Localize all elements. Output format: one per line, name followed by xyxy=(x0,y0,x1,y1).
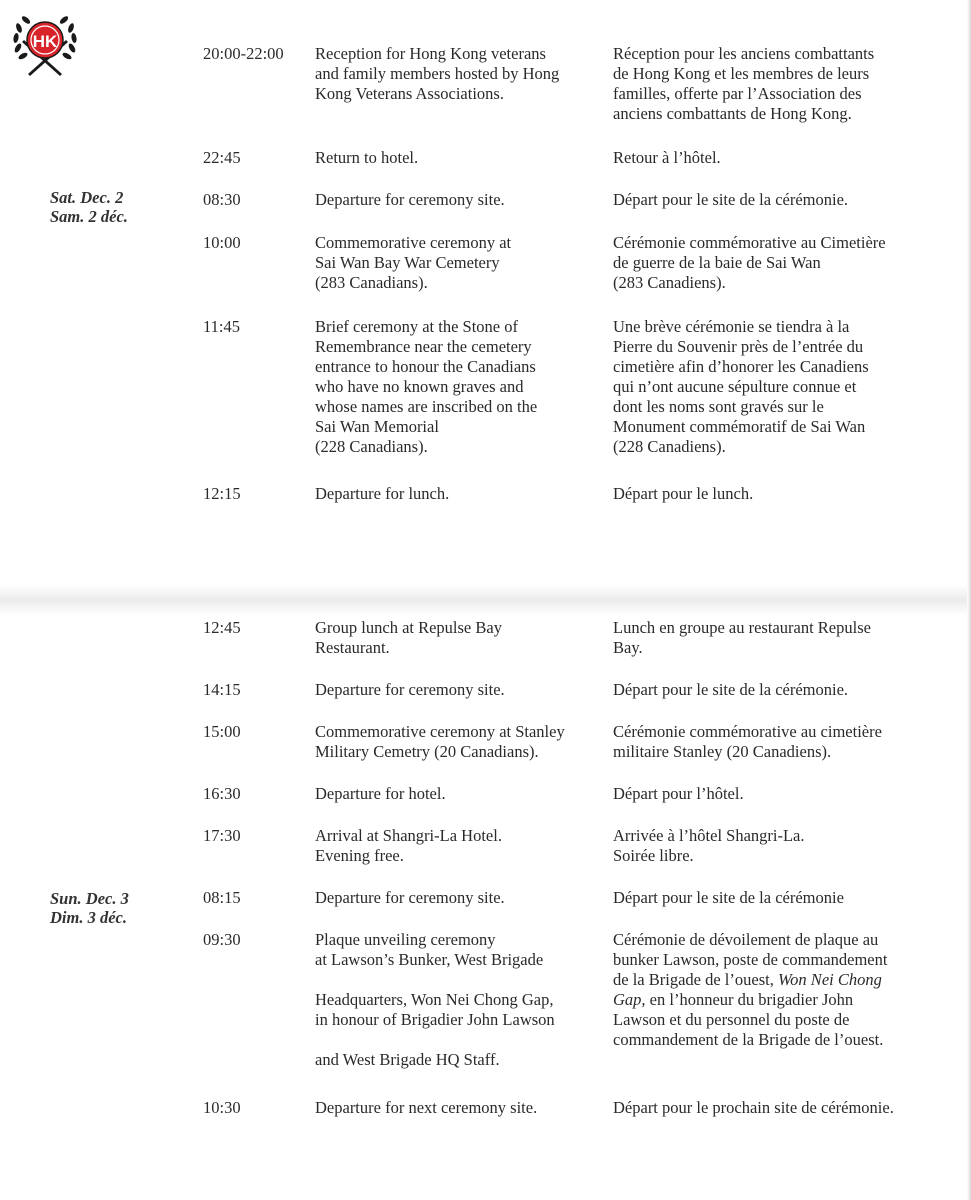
event-description-fr: Lunch en groupe au restaurant Repulse Bay. xyxy=(613,618,871,657)
event-description-fr: Départ pour le site de la cérémonie. xyxy=(613,680,849,699)
event-description-en: Commemorative ceremony at Sai Wan Bay War Cemetery (283 Canadians). xyxy=(315,233,512,292)
day-label-fr: Dim. 3 déc. xyxy=(50,908,127,927)
event-time: 10:00 xyxy=(203,233,241,252)
event-description-en: Departure for ceremony site. xyxy=(315,680,505,699)
event-time: 12:15 xyxy=(203,484,241,503)
hk-veterans-logo xyxy=(8,10,82,84)
page-edge-shadow xyxy=(967,0,971,1200)
event-time: 17:30 xyxy=(203,826,241,845)
day-label-sunday xyxy=(50,889,129,927)
day-label-en: Sun. Dec. 3 xyxy=(50,889,129,908)
event-time: 08:15 xyxy=(203,888,241,907)
event-description-fr: Départ pour le prochain site de cérémonie. xyxy=(613,1098,894,1117)
event-description-fr: Départ pour le lunch. xyxy=(613,484,754,503)
event-description-fr: Départ pour le site de la cérémonie xyxy=(613,888,844,907)
event-description-en: Commemorative ceremony at Stanley Military Cemetry (20 Canadians). xyxy=(315,722,565,761)
event-time: 11:45 xyxy=(203,317,240,336)
day-label-saturday xyxy=(50,188,128,226)
event-description-en: Departure for ceremony site. xyxy=(315,190,505,209)
event-description-fr: Réception pour les anciens combattants de Hong Kong et les membres de leurs familles, offerte par l’Association des anciens combattants de Hong Kong. xyxy=(613,44,875,123)
event-description-fr: Départ pour le site de la cérémonie. xyxy=(613,190,849,209)
laurel-emblem-icon xyxy=(8,10,82,84)
event-time: 08:30 xyxy=(203,190,241,209)
event-time: 10:30 xyxy=(203,1098,241,1117)
page-fold-shadow xyxy=(0,585,971,615)
event-time: 09:30 xyxy=(203,930,241,949)
event-description-en: Plaque unveiling ceremony at Lawson’s Bunker, West Brigade Headquarters, Won Nei Chong Gap, in honour of Brigadier John Lawson and West Brigade HQ Staff. xyxy=(315,930,555,1069)
event-time: 15:00 xyxy=(203,722,241,741)
event-description-en: Departure for ceremony site. xyxy=(315,888,505,907)
event-description-en: Departure for hotel. xyxy=(315,784,446,803)
day-label-fr: Sam. 2 déc. xyxy=(50,207,128,226)
event-description-en: Reception for Hong Kong veterans and family members hosted by Hong Kong Veterans Associations. xyxy=(315,44,560,103)
svg-text:HK: HK xyxy=(32,32,58,51)
event-description-en: Group lunch at Repulse Bay Restaurant. xyxy=(315,618,502,657)
event-description-en: Departure for lunch. xyxy=(315,484,450,503)
event-description-fr: Départ pour l’hôtel. xyxy=(613,784,744,803)
event-description-en: Arrival at Shangri-La Hotel. Evening free. xyxy=(315,826,502,865)
event-description-fr: Cérémonie commémorative au Cimetière de guerre de la baie de Sai Wan (283 Canadiens). xyxy=(613,233,886,292)
event-description-en: Departure for next ceremony site. xyxy=(315,1098,538,1117)
fr-text-part: en l’honneur du brigadier John Lawson et du personnel du poste de commandement de la Brigade de l’ouest. xyxy=(613,990,884,1049)
event-description-fr: Retour à l’hôtel. xyxy=(613,148,721,167)
event-time: 22:45 xyxy=(203,148,241,167)
event-time: 12:45 xyxy=(203,618,241,637)
event-description-en: Brief ceremony at the Stone of Remembrance near the cemetery entrance to honour the Canadians who have no known graves and whose names are inscribed on the Sai Wan Memorial (228 Canadians). xyxy=(315,317,538,456)
fr-place-name: Won Nei Chong Gap, xyxy=(613,970,882,1009)
day-label-en: Sat. Dec. 2 xyxy=(50,188,124,207)
event-description-fr: Cérémonie commémorative au cimetière militaire Stanley (20 Canadiens). xyxy=(613,722,882,761)
event-description-en: Return to hotel. xyxy=(315,148,419,167)
event-description-fr: Une brève cérémonie se tiendra à la Pierre du Souvenir près de l’entrée du cimetière afin d’honorer les Canadiens qui n’ont aucune sépulture connue et dont les noms sont gravés sur le Monument commémoratif de Sai Wan (228 Canadiens). xyxy=(613,317,869,456)
fr-text-part: Cérémonie de dévoilement de plaque au bunker Lawson, poste de commandement de la Brigade de l’ouest, xyxy=(613,930,888,989)
event-time: 20:00-22:00 xyxy=(203,44,284,63)
event-time: 16:30 xyxy=(203,784,241,803)
event-time: 14:15 xyxy=(203,680,241,699)
event-description-fr: Arrivée à l’hôtel Shangri-La. Soirée libre. xyxy=(613,826,805,865)
event-description-fr xyxy=(613,930,933,1050)
